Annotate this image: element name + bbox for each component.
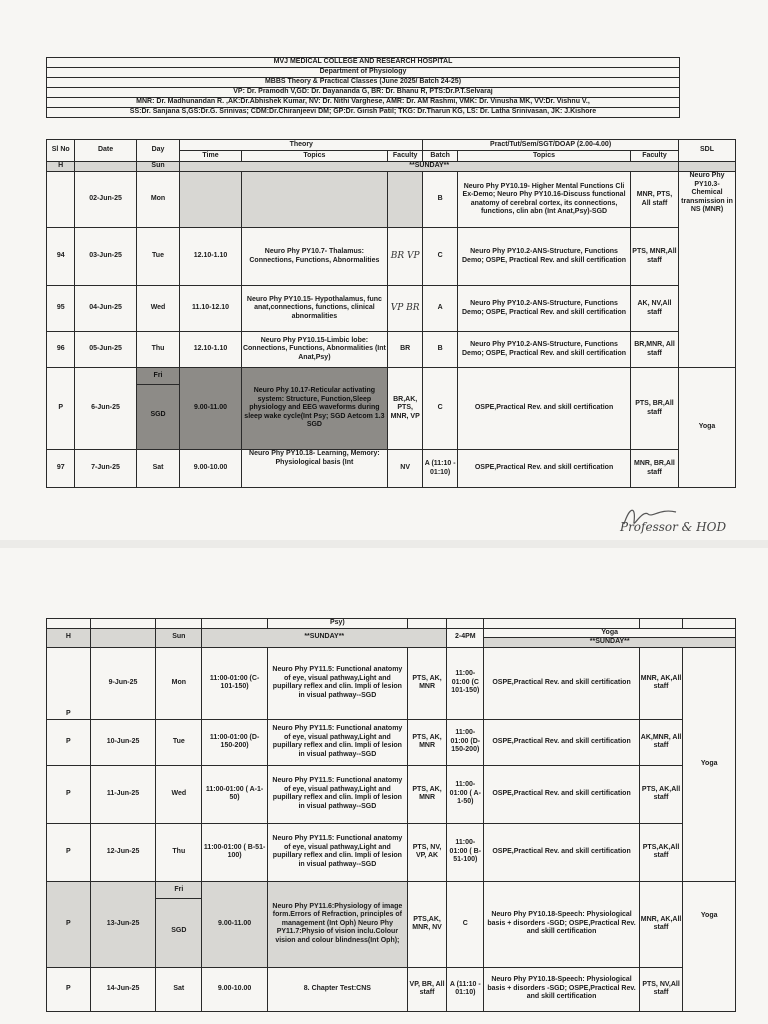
- table-row: P 11-Jun-25 Wed 11:00-01:00 ( A-1-50) Neuro Phy PY11.5: Functional anatomy of eye, visual pathway,Light and pupillary reflex and clin. Impli of lesion in visual pathway--SGD PTS, AK, MNR 11:00-01:00 ( A-1-50) OSPE,Practical Rev. and skill certification PTS, AK,All staff: [47, 765, 736, 823]
- page-1-header: [46, 57, 680, 118]
- col-date: Date: [75, 140, 136, 162]
- table-row: P 14-Jun-25 Sat 9.00-10.00 8. Chapter Test:CNS VP, BR, All staff A (11:10 - 01:10) Neuro Phy PY10.18-Speech: Physiological basis + disorders -SGD; OSPE,Practical Rev. and skill certification PTS, NV,All staff: [47, 967, 736, 1011]
- table-row: H Sun **SUNDAY**: [47, 162, 736, 172]
- col-sdl: SDL: [679, 140, 736, 162]
- table-row: 97 7-Jun-25 Sat 9.00-10.00 Neuro Phy PY10.18- Learning, Memory: Physiological basis (Int NV A (11:10 - 01:10) OSPE,Practical Rev. and skill certification MNR, BR,All staff: [47, 450, 736, 488]
- carry-over-topic: Psy): [267, 619, 407, 629]
- sdl-yoga: Yoga: [679, 368, 736, 488]
- table-row: 02-Jun-25 Mon B Neuro Phy PY10.19- Higher Mental Functions Cli Ex-Demo; Neuro Phy PY10.16-Discuss functional anatomy of cerebral cortex, its connections, functions, clin abn (Int Anat,Psy)-SGD MNR, PTS, All staff Neuro Phy PY10.3- Chemical transmission in NS (MNR): [47, 172, 736, 228]
- col-theory: Theory: [180, 140, 423, 151]
- table-row: 95 04-Jun-25 Wed 11.10-12.10 Neuro Phy PY10.15- Hypothalamus, func anat,connections, functions, clinical abnormalities VP BR A Neuro Phy PY10.2-ANS-Structure, Functions Demo; OSPE, Practical Rev. and skill certification AK, NV,All staff: [47, 286, 736, 332]
- table-row: P 13-Jun-25 Fri SGD 9.00-11.00 Neuro Phy PY11.6:Physiology of image form.Errors of Refraction, principles of management (Int Oph) Neuro Phy PY11.7:Physio of vision inclu.Colour vision and colour blindness(Int Oph); PTS,AK, MNR, NV C Neuro Phy PY10.18-Speech: Physiological basis + disorders -SGD; OSPE,Practical Rev. and skill certification MNR, AK,All staff Yoga: [47, 881, 736, 967]
- page-2-timetable: [46, 618, 736, 1012]
- faculty-legend-2: SS:Dr. Sanjana S,GS:Dr.G. Srinivas; CDM:Dr.Chiranjeevi DM; GP:Dr. Girish Patil; TKG: Dr.Tharun KG, LS: Dr. Latha Srinivasan, JK: J.Kishore: [47, 108, 680, 118]
- table-row: 96 05-Jun-25 Thu 12.10-1.10 Neuro Phy PY10.15-Limbic lobe: Connections, Functions, Abnormalities (Int Anat,Psy) BR B Neuro Phy PY10.2-ANS-Structure, Functions Demo; OSPE, Practical Rev. and skill certification BR,MNR, All staff: [47, 332, 736, 368]
- sunday-label: **SUNDAY**: [202, 628, 447, 647]
- col-p-topics: Topics: [458, 151, 631, 162]
- table-row: P 12-Jun-25 Thu 11:00-01:00 ( B-51-100) Neuro Phy PY11.5: Functional anatomy of eye, visual pathway,Light and pupillary reflex and clin. Impli of lesion in visual pathway--SGD PTS, NV, VP, AK 11:00-01:00 ( B-51-100) OSPE,Practical Rev. and skill certification PTS,AK,All staff: [47, 823, 736, 881]
- table-row: P 10-Jun-25 Tue 11:00-01:00 (D-150-200) Neuro Phy PY11.5: Functional anatomy of eye, visual pathway,Light and pupillary reflex and clin. Impli of lesion in visual pathway--SGD PTS, AK, MNR 11:00-01:00 (D-150-200) OSPE,Practical Rev. and skill certification AK,MNR, All staff: [47, 719, 736, 765]
- sdl-chemical-transmission: Neuro Phy PY10.3- Chemical transmission in NS (MNR): [679, 172, 736, 368]
- college-name: MVJ MEDICAL COLLEGE AND RESEARCH HOSPITAL: [47, 58, 680, 68]
- course-title: MBBS Theory & Practical Classes (June 2025/ Batch 24-25): [47, 78, 680, 88]
- page-1-timetable: [46, 139, 736, 488]
- col-p-faculty: Faculty: [630, 151, 678, 162]
- sdl-yoga-2: Yoga: [683, 881, 736, 1011]
- col-topics: Topics: [241, 151, 388, 162]
- faculty-legend-1: MNR: Dr. Madhunandan R. ,AK:Dr.Abhishek Kumar, NV: Dr. Nithi Varghese, AMR: Dr. AM Rashmi, VMK: Dr. Vinusha MK, VV:Dr. Vishnu V.,: [47, 98, 680, 108]
- table-row: P 9-Jun-25 Mon 11:00-01:00 (C-101-150) Neuro Phy PY11.5: Functional anatomy of eye, visual pathway,Light and pupillary reflex and clin. Impli of lesion in visual pathway--SGD PTS, AK, MNR 11:00-01:00 (C 101-150) OSPE,Practical Rev. and skill certification MNR, AK,All staff Yoga: [47, 647, 736, 719]
- col-batch: Batch: [423, 151, 458, 162]
- col-day: Day: [136, 140, 180, 162]
- sunday-label: **SUNDAY**: [180, 162, 679, 172]
- department-name: Department of Physiology: [47, 68, 680, 78]
- sdl-yoga: Yoga: [683, 647, 736, 881]
- col-faculty: Faculty: [388, 151, 423, 162]
- table-row: P 6-Jun-25 Fri SGD 9.00-11.00 Neuro Phy 10.17-Reticular activating system: Structure, Function,Sleep physiology and EEG waveforms during sleep wake cycle(Int Psy; SGD Aetcom 1.3 SGD BR,AK, PTS, MNR, VP C OSPE,Practical Rev. and skill certification PTS, BR,All staff Yoga: [47, 368, 736, 450]
- table-row: 94 03-Jun-25 Tue 12.10-1.10 Neuro Phy PY10.7- Thalamus: Connections, Functions, Abnormalities BR VP C Neuro Phy PY10.2-ANS-Structure, Functions Demo; OSPE, Practical Rev. and skill certification PTS, MNR,All staff: [47, 228, 736, 286]
- col-time: Time: [180, 151, 241, 162]
- signature-label: Professor & HOD: [620, 520, 727, 534]
- col-sl-no: Sl No: [47, 140, 75, 162]
- table-row: H Sun **SUNDAY** 2-4PM Yoga **SUNDAY**: [47, 628, 736, 647]
- leads-line: VP: Dr. Pramodh V,GD: Dr. Dayananda G, BR: Dr. Bhanu R, PTS:Dr.P.T.Selvaraj: [47, 88, 680, 98]
- col-practical: Pract/Tut/Sem/SGT/DOAP (2.00-4.00): [423, 140, 679, 151]
